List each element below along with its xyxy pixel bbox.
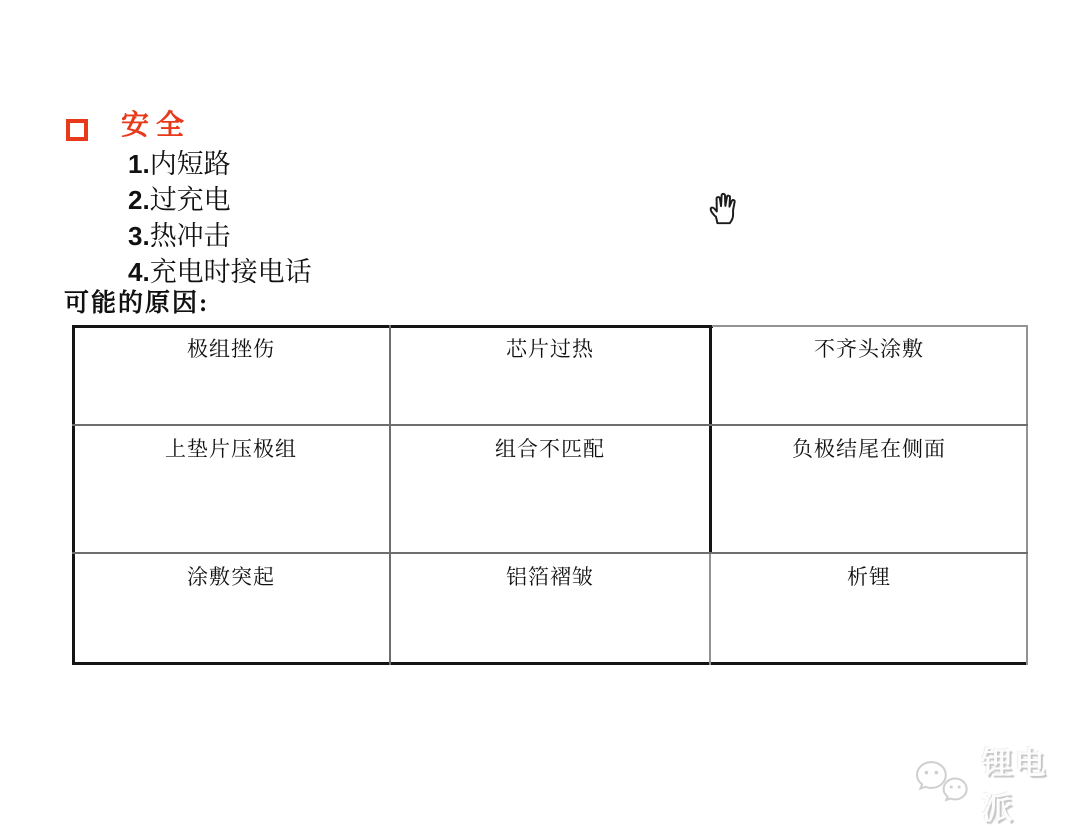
cause-table	[72, 325, 1028, 665]
list-item-text: 热冲击	[149, 221, 231, 251]
table-cell: 铝箔褶皱	[506, 565, 594, 589]
list-item-text: 过充电	[149, 185, 231, 215]
table-cell: 析锂	[847, 565, 891, 589]
trigger-list	[128, 146, 628, 290]
causes-label: 可能的原因:	[64, 290, 210, 317]
table-border-right	[1026, 325, 1028, 665]
table-border-top-thick	[72, 325, 713, 328]
table-cell: 负极结尾在侧面	[792, 437, 946, 461]
table-cell: 上垫片压极组	[165, 437, 297, 461]
wechat-icon	[912, 759, 974, 807]
table-cell: 不齐头涂敷	[814, 337, 924, 361]
table-border-left	[72, 325, 75, 665]
grab-hand-cursor-icon	[698, 184, 748, 226]
list-item	[128, 146, 628, 182]
list-item	[128, 182, 628, 218]
watermark	[912, 738, 1080, 828]
table-cell: 组合不匹配	[495, 437, 605, 461]
table-divider-row1	[72, 424, 1028, 426]
bullet-square-icon	[66, 119, 88, 141]
table-divider-col2-thin	[709, 553, 711, 665]
list-item-text: 充电时接电话	[149, 257, 312, 287]
table-divider-col1	[389, 325, 391, 665]
list-item-number: 3.	[128, 221, 150, 251]
page-title: 安全	[121, 110, 192, 141]
list-item-number: 1.	[128, 149, 150, 179]
table-cell: 极组挫伤	[187, 337, 275, 361]
table-divider-row2	[72, 552, 1028, 554]
list-item-number: 4.	[128, 257, 150, 287]
table-cell: 芯片过热	[506, 337, 594, 361]
watermark-label: 锂电派	[981, 746, 1048, 826]
list-item	[128, 254, 628, 290]
list-item	[128, 218, 628, 254]
list-item-text: 内短路	[149, 149, 231, 179]
table-border-bottom	[72, 662, 1028, 665]
cause-table-grid	[72, 325, 1028, 665]
table-divider-col2-thick	[709, 325, 712, 554]
list-item-number: 2.	[128, 185, 150, 215]
table-border-top-thin	[710, 325, 1028, 327]
table-cell: 涂敷突起	[187, 565, 275, 589]
